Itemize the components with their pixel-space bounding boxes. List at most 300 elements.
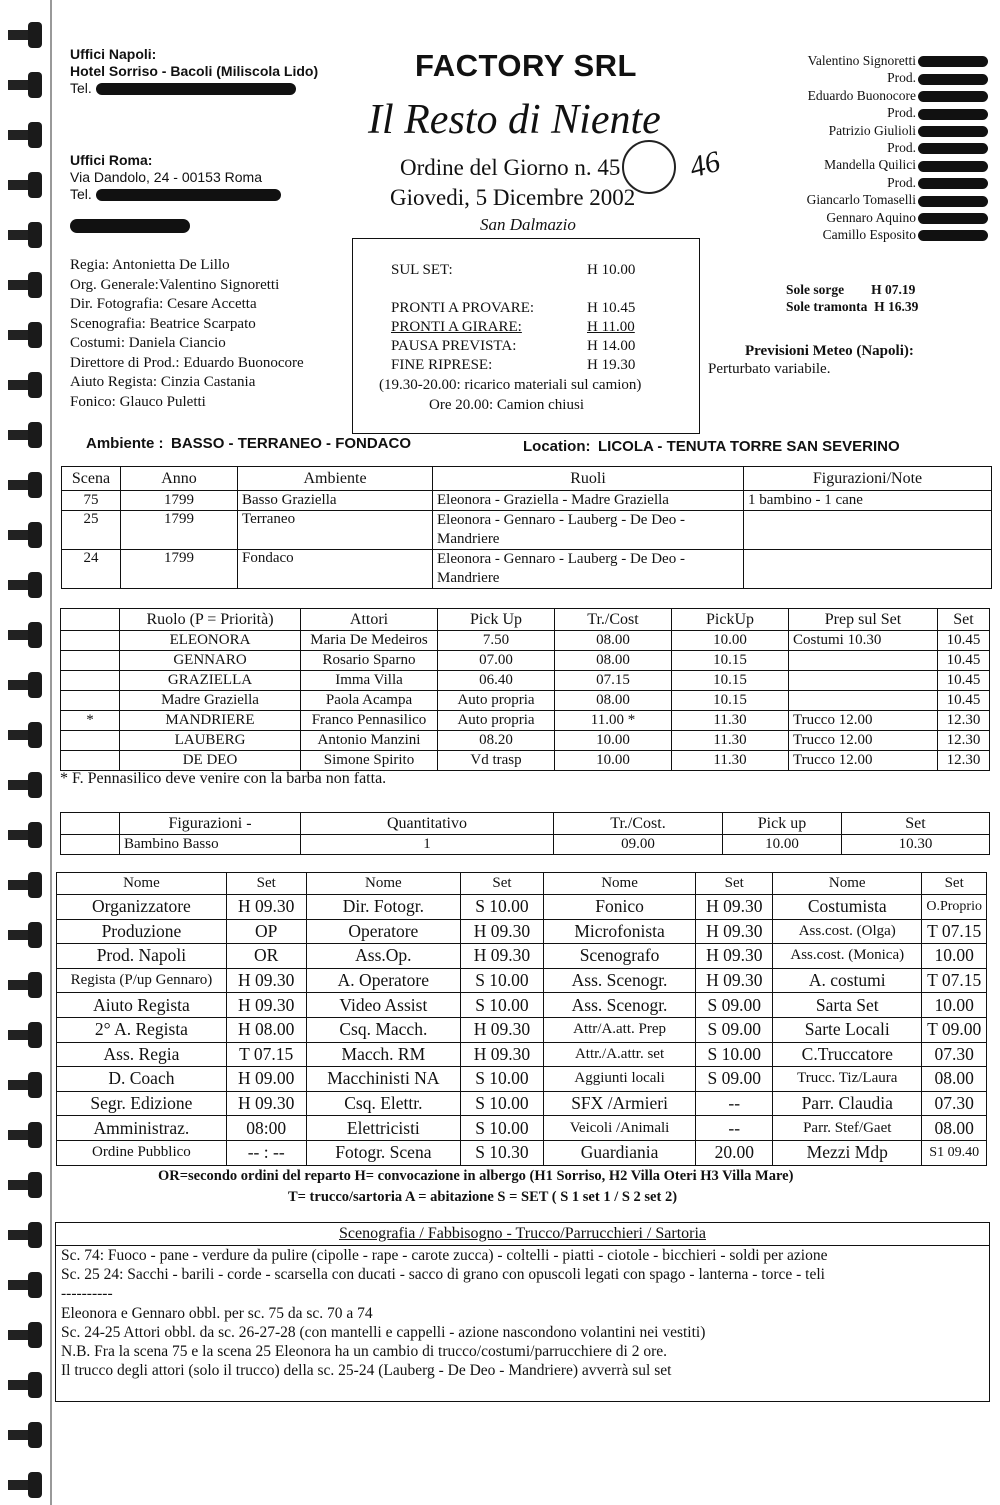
reparti-role: Ass. Regia <box>57 1042 227 1067</box>
binding-ring <box>8 430 42 440</box>
cast-actor: Simone Spirito <box>301 751 438 771</box>
location-label: Location: <box>523 438 591 455</box>
scenes-header: Scena <box>62 467 121 491</box>
handwritten-number: 46 <box>686 144 724 185</box>
order-title <box>400 155 620 181</box>
note-line: N.B. Fra la scena 75 e la scena 25 Eleonora ha un cambio di trucco/costumi/parrucchiere di 2 ore. <box>61 1343 667 1361</box>
cast-row <box>61 671 990 691</box>
scene-row <box>62 511 992 550</box>
reparti-call-time: -- <box>696 1091 773 1116</box>
binding-ring <box>8 330 42 340</box>
schedule-label: PAUSA PREVISTA: <box>391 338 517 354</box>
reparti-call-time: H 09.30 <box>696 919 773 944</box>
crew-row <box>70 295 304 315</box>
cast-trcost: 11.00 * <box>555 711 672 731</box>
cast-header <box>61 609 120 631</box>
reparti-role: Csq. Macch. <box>306 1017 461 1042</box>
reparti-call-time: S 09.00 <box>696 993 773 1018</box>
cast-role: DE DEO <box>120 751 301 771</box>
note-line: Il trucco degli attori (solo il trucco) della sc. 25-24 (Lauberg - De Deo - Mandriere) avverrà sul set <box>61 1362 672 1380</box>
crew-role: Aiuto Regista: <box>70 374 158 390</box>
redaction-bar <box>918 109 988 120</box>
scenes-header: Ambiente <box>238 467 433 491</box>
reparti-role: Attr./A.attr. set <box>543 1042 696 1067</box>
contact-row: Prod. <box>748 174 988 191</box>
figurazione-qty: 1 <box>301 835 554 855</box>
reparti-row <box>57 919 987 944</box>
cast-actor: Paola Acampa <box>301 691 438 711</box>
schedule-note-1: (19.30-20.00: ricarico materiali sul camion) <box>379 377 642 393</box>
reparti-call-time: 07.30 <box>922 1091 987 1116</box>
cast-role: Madre Graziella <box>120 691 301 711</box>
cast-prep: Trucco 12.00 <box>789 731 938 751</box>
reparti-role: Macch. RM <box>306 1042 461 1067</box>
scene-year: 1799 <box>121 491 238 511</box>
reparti-call-time: H 09.30 <box>696 944 773 969</box>
scene-ambiente: Fondaco <box>238 550 433 589</box>
cast-header: Attori <box>301 609 438 631</box>
reparti-role: Video Assist <box>306 993 461 1018</box>
redaction-bar <box>96 189 281 201</box>
reparti-role: Mezzi Mdp <box>773 1140 922 1165</box>
binding-ring <box>8 880 42 890</box>
crew-role: Fonico: <box>70 393 116 410</box>
reparti-role: Regista (P/up Gennaro) <box>57 968 227 993</box>
reparti-call-time: H 09.30 <box>226 968 306 993</box>
reparti-role: Trucc. Tiz/Laura <box>773 1067 922 1092</box>
reparti-role: Operatore <box>306 919 461 944</box>
scene-roles: Eleonora - Gennaro - Lauberg - De Deo - Mandriere <box>433 511 744 550</box>
crew-name: Cesare Accetta <box>167 296 257 312</box>
figurazioni-header: Pick up <box>723 813 842 835</box>
cast-pickup: 7.50 <box>438 631 555 651</box>
contact-row: Prod. <box>748 139 988 156</box>
notes-title-text: Scenografia / Fabbisogno - Trucco/Parrucchieri / Sartoria <box>338 1225 707 1242</box>
cast-header: PickUp <box>672 609 789 631</box>
crew-row <box>70 334 304 354</box>
film-title: Il Resto di Niente <box>368 97 661 143</box>
scene-ambiente: Terraneo <box>238 511 433 550</box>
reparti-call-time: 08:00 <box>226 1116 306 1141</box>
binding-ring <box>8 680 42 690</box>
reparti-role: Csq. Elettr. <box>306 1091 461 1116</box>
cast-role: GENNARO <box>120 651 301 671</box>
binding-ring <box>8 230 42 240</box>
cast-pickup2: 10.15 <box>672 691 789 711</box>
reparti-role: Microfonista <box>543 919 696 944</box>
reparti-call-time: S 10.00 <box>461 968 544 993</box>
schedule-time: H 10.45 <box>587 300 636 316</box>
cast-set: 12.30 <box>938 751 990 771</box>
sunset-label: Sole tramonta <box>786 299 868 314</box>
redaction-bar <box>918 213 988 224</box>
cast-pickup2: 10.15 <box>672 671 789 691</box>
figurazione-trcost: 09.00 <box>554 835 723 855</box>
tel-label-roma: Tel. <box>70 186 92 202</box>
crew-role: Org. Generale: <box>70 276 159 293</box>
crew-role: Direttore di Prod.: <box>70 354 180 371</box>
reparti-role: Fonico <box>543 895 696 920</box>
cast-header: Prep sul Set <box>789 609 938 631</box>
binding-ring <box>8 280 42 290</box>
note-line: Sc. 24-25 Attori obbl. da sc. 26-27-28 (con mantelli e cappelli - azione nascondono volantini nei vestiti) <box>61 1323 706 1341</box>
binding-ring <box>8 1380 42 1390</box>
redaction-bar <box>70 219 190 233</box>
sun-times <box>786 281 918 315</box>
cast-pickup2: 11.30 <box>672 751 789 771</box>
note-line: Sc. 74: Fuoco - pane - verdure da pulire (cipolle - rape - carote zucca) - coltelli - piatti - ciotole - bicchieri - soldi per azione <box>61 1247 828 1264</box>
contact-row: Gennaro Aquino <box>748 209 988 226</box>
cast-header: Ruolo (P = Priorità) <box>120 609 301 631</box>
reparti-role: Guardiania <box>543 1140 696 1165</box>
crew-row <box>70 393 304 413</box>
crew-name: Antonietta De Lillo <box>112 257 230 273</box>
cast-pickup2: 11.30 <box>672 731 789 751</box>
uffici-napoli-block <box>70 46 318 97</box>
contact-row: Prod. <box>748 104 988 121</box>
reparti-call-time: S 10.00 <box>696 1042 773 1067</box>
contact-row: Giancarlo Tomaselli <box>748 191 988 208</box>
reparti-header: Nome <box>306 873 461 895</box>
reparti-header: Nome <box>57 873 227 895</box>
cast-role: MANDRIERE <box>120 711 301 731</box>
cast-prep: Trucco 12.00 <box>789 751 938 771</box>
reparti-role: Ass.cost. (Olga) <box>773 919 922 944</box>
crew-row <box>70 256 304 276</box>
reparti-call-time: 10.00 <box>922 993 987 1018</box>
redaction-bar <box>918 56 988 67</box>
binding-ring <box>8 830 42 840</box>
binding-ring <box>8 1230 42 1240</box>
cast-priority <box>61 671 120 691</box>
crew-name: Cinzia Castania <box>160 374 256 390</box>
schedule-label: PRONTI A GIRARE: <box>391 319 522 335</box>
reparti-call-time: S 10.30 <box>461 1140 544 1165</box>
cast-priority: * <box>61 711 120 731</box>
binding-ring <box>8 1280 42 1290</box>
cast-prep: Trucco 12.00 <box>789 711 938 731</box>
reparti-role: Fotogr. Scena <box>306 1140 461 1165</box>
schedule-spacer <box>391 280 587 299</box>
reparti-role: A. Operatore <box>306 968 461 993</box>
reparti-role: Ass.cost. (Monica) <box>773 944 922 969</box>
reparti-call-time: OP <box>226 919 306 944</box>
reparti-role: Sarta Set <box>773 993 922 1018</box>
reparti-table <box>56 872 987 1166</box>
reparti-row <box>57 993 987 1018</box>
binding-ring <box>8 30 42 40</box>
cast-role: ELEONORA <box>120 631 301 651</box>
reparti-call-time: S 09.00 <box>696 1067 773 1092</box>
reparti-row <box>57 1067 987 1092</box>
reparti-call-time: 07.30 <box>922 1042 987 1067</box>
schedule-table <box>391 261 635 375</box>
cast-pickup2: 10.00 <box>672 631 789 651</box>
reparti-role: Produzione <box>57 919 227 944</box>
reparti-row <box>57 1116 987 1141</box>
figurazione-name: Bambino Basso <box>120 835 301 855</box>
ambiente-line <box>86 435 411 453</box>
cast-row <box>61 631 990 651</box>
reparti-row <box>57 1091 987 1116</box>
scene-row <box>62 550 992 589</box>
cast-pickup: 06.40 <box>438 671 555 691</box>
scenes-header: Ruoli <box>433 467 744 491</box>
reparti-role: Attr/A.att. Prep <box>543 1017 696 1042</box>
binding-ring <box>8 1480 42 1490</box>
cast-pickup: 07.00 <box>438 651 555 671</box>
cast-actor: Imma Villa <box>301 671 438 691</box>
redaction-bar <box>918 230 988 241</box>
cast-row <box>61 651 990 671</box>
saint-of-day: San Dalmazio <box>480 215 576 234</box>
schedule-time: H 19.30 <box>587 357 636 373</box>
reparti-call-time: -- <box>696 1116 773 1141</box>
cast-pickup: 08.20 <box>438 731 555 751</box>
reparti-header: Set <box>461 873 544 895</box>
crew-role: Costumi: <box>70 335 126 351</box>
schedule-box <box>352 238 700 434</box>
scenes-table <box>61 466 992 589</box>
cast-pickup: Vd trasp <box>438 751 555 771</box>
cast-actor: Antonio Manzini <box>301 731 438 751</box>
binding-ring <box>8 480 42 490</box>
redaction-bar <box>918 196 988 207</box>
page-edge <box>50 0 52 1505</box>
company-name: FACTORY SRL <box>415 48 637 83</box>
reparti-call-time: T 07.15 <box>226 1042 306 1067</box>
schedule-note-2: Ore 20.00: Camion chiusi <box>429 397 584 413</box>
cast-priority <box>61 651 120 671</box>
reparti-legend-2: T= trucco/sartoria A = abitazione S = SET ( S 1 set 1 / S 2 set 2) <box>288 1189 678 1205</box>
reparti-call-time: H 09.30 <box>226 1091 306 1116</box>
reparti-role: Organizzatore <box>57 895 227 920</box>
reparti-role: Ordine Pubblico <box>57 1140 227 1165</box>
sunrise-time: H 07.19 <box>871 282 916 297</box>
reparti-role: Elettricisti <box>306 1116 461 1141</box>
reparti-row <box>57 1140 987 1165</box>
crew-name: Daniela Ciancio <box>128 335 226 351</box>
contact-row: Mandella Quilici <box>748 156 988 173</box>
reparti-role: Segr. Edizione <box>57 1091 227 1116</box>
scenes-header: Figurazioni/Note <box>744 467 992 491</box>
reparti-call-time: T 07.15 <box>922 919 987 944</box>
reparti-role: Parr. Claudia <box>773 1091 922 1116</box>
crew-row <box>70 354 304 374</box>
redaction-bar <box>918 91 988 102</box>
contact-row: Valentino Signoretti <box>748 52 988 69</box>
cast-role: LAUBERG <box>120 731 301 751</box>
binding-ring <box>8 1030 42 1040</box>
reparti-header: Set <box>696 873 773 895</box>
reparti-role: Amministraz. <box>57 1116 227 1141</box>
cast-actor: Franco Pennasilico <box>301 711 438 731</box>
note-line: Sc. 25 24: Sacchi - barili - corde - scarsella con ducati - sacco di grano con opuscoli legati con spago - lanterna - torce - teli <box>61 1266 825 1284</box>
reparti-role: Ass. Scenogr. <box>543 993 696 1018</box>
scene-number: 25 <box>62 511 121 550</box>
contact-row: Patrizio Giulioli <box>748 122 988 139</box>
redaction-bar <box>918 143 988 154</box>
hotel-address: Hotel Sorriso - Bacoli (Miliscola Lido) <box>70 63 319 79</box>
reparti-row <box>57 1042 987 1067</box>
order-number-text: Ordine del Giorno n. 45 <box>400 155 621 180</box>
crew-name: Beatrice Scarpato <box>149 315 256 332</box>
scene-ambiente: Basso Graziella <box>238 491 433 511</box>
reparti-call-time: H 09.30 <box>696 968 773 993</box>
reparti-call-time: S 10.00 <box>461 895 544 920</box>
redaction-bar <box>918 161 988 172</box>
binding-ring <box>8 1430 42 1440</box>
reparti-header: Set <box>226 873 306 895</box>
schedule-time: H 11.00 <box>587 319 635 335</box>
reparti-role: Veicoli /Animali <box>543 1116 696 1141</box>
reparti-call-time: -- : -- <box>226 1140 306 1165</box>
crew-role: Scenografia: <box>70 315 146 332</box>
notes-title <box>56 1223 989 1246</box>
figurazione-set: 10.30 <box>842 835 990 855</box>
binding-ring <box>8 630 42 640</box>
uffici-napoli-label: Uffici Napoli: <box>70 46 157 62</box>
reparti-role: SFX /Armieri <box>543 1091 696 1116</box>
cast-set: 10.45 <box>938 651 990 671</box>
figurazioni-header: Figurazioni - <box>120 813 301 835</box>
cast-trcost: 08.00 <box>555 651 672 671</box>
reparti-header: Nome <box>773 873 922 895</box>
cast-header: Tr./Cost <box>555 609 672 631</box>
cast-pickup: Auto propria <box>438 711 555 731</box>
figurazione-pickup: 10.00 <box>723 835 842 855</box>
sunset-time: H 16.39 <box>874 299 919 314</box>
cast-trcost: 07.15 <box>555 671 672 691</box>
reparti-role: Aiuto Regista <box>57 993 227 1018</box>
scene-notes <box>744 550 992 589</box>
cast-pickup2: 11.30 <box>672 711 789 731</box>
notes-box <box>55 1222 990 1402</box>
reparti-role: Parr. Stef/Gaet <box>773 1116 922 1141</box>
redaction-bar <box>918 178 988 189</box>
cast-row <box>61 731 990 751</box>
figurazioni-table <box>60 812 990 855</box>
meteo-title: Previsioni Meteo (Napoli): <box>745 343 914 359</box>
crew-name: Glauco Puletti <box>119 393 206 410</box>
reparti-role: Scenografo <box>543 944 696 969</box>
cast-prep <box>789 691 938 711</box>
cast-actor: Rosario Sparno <box>301 651 438 671</box>
production-contacts <box>748 52 988 243</box>
roma-address: Via Dandolo, 24 - 00153 Roma <box>70 169 262 185</box>
reparti-call-time: H 09.30 <box>461 919 544 944</box>
binding-ring <box>8 380 42 390</box>
scene-roles: Eleonora - Graziella - Madre Graziella <box>433 491 744 511</box>
binding-ring <box>8 1330 42 1340</box>
reparti-call-time: S 10.00 <box>461 1091 544 1116</box>
binding-ring <box>8 780 42 790</box>
contact-row: Camillo Esposito <box>748 226 988 243</box>
cast-pickup: Auto propria <box>438 691 555 711</box>
binding-ring <box>8 130 42 140</box>
crew-row <box>70 276 304 296</box>
uffici-roma-block <box>70 152 281 234</box>
scenes-header: Anno <box>121 467 238 491</box>
location-line <box>523 438 900 456</box>
redaction-bar <box>918 74 988 85</box>
reparti-row <box>57 944 987 969</box>
cast-pickup2: 10.15 <box>672 651 789 671</box>
binding-ring <box>8 580 42 590</box>
meteo-text: Perturbato variabile. <box>708 361 831 377</box>
cast-trcost: 10.00 <box>555 751 672 771</box>
reparti-role: Ass. Scenogr. <box>543 968 696 993</box>
reparti-call-time: 08.00 <box>922 1116 987 1141</box>
cast-set: 12.30 <box>938 731 990 751</box>
redaction-bar <box>918 126 988 137</box>
reparti-role: Sarte Locali <box>773 1017 922 1042</box>
crew-row <box>70 373 304 393</box>
reparti-role: 2° A. Regista <box>57 1017 227 1042</box>
schedule-time: H 14.00 <box>587 338 636 354</box>
crew-name: Valentino Signoretti <box>158 276 280 293</box>
reparti-call-time: S 10.00 <box>461 1116 544 1141</box>
reparti-row <box>57 895 987 920</box>
reparti-call-time: 08.00 <box>922 1067 987 1092</box>
location-value: LICOLA - TENUTA TORRE SAN SEVERINO <box>598 438 900 455</box>
binding-ring <box>8 1130 42 1140</box>
figurazioni-header-blank <box>61 813 120 835</box>
cast-priority <box>61 751 120 771</box>
cast-prep: Costumi 10.30 <box>789 631 938 651</box>
reparti-call-time: 20.00 <box>696 1140 773 1165</box>
reparti-role: C.Truccatore <box>773 1042 922 1067</box>
binding-ring <box>8 980 42 990</box>
reparti-call-time: S 09.00 <box>696 1017 773 1042</box>
reparti-call-time: S 10.00 <box>461 1067 544 1092</box>
cast-prep <box>789 651 938 671</box>
reparti-role: Dir. Fotogr. <box>306 895 461 920</box>
figurazioni-header: Set <box>842 813 990 835</box>
reparti-call-time: H 09.30 <box>461 1042 544 1067</box>
scene-notes: 1 bambino - 1 cane <box>744 491 992 511</box>
cast-header: Pick Up <box>438 609 555 631</box>
crew-row <box>70 315 304 335</box>
scene-year: 1799 <box>121 550 238 589</box>
binding-ring <box>8 1180 42 1190</box>
reparti-call-time: H 08.00 <box>226 1017 306 1042</box>
cast-trcost: 10.00 <box>555 731 672 751</box>
reparti-call-time: T 09.00 <box>922 1017 987 1042</box>
schedule-label: FINE RIPRESE: <box>391 357 493 373</box>
ambiente-value: BASSO - TERRANEO - FONDACO <box>171 435 412 452</box>
reparti-call-time: T 07.15 <box>922 968 987 993</box>
reparti-header: Nome <box>543 873 696 895</box>
figurazioni-row <box>61 835 990 855</box>
reparti-call-time: 10.00 <box>922 944 987 969</box>
reparti-row <box>57 1017 987 1042</box>
order-date: Giovedi, 5 Dicembre 2002 <box>390 185 636 210</box>
cast-set: 10.45 <box>938 631 990 651</box>
figurazioni-header: Tr./Cost. <box>554 813 723 835</box>
reparti-call-time: H 09.30 <box>226 993 306 1018</box>
reparti-call-time: H 09.30 <box>461 944 544 969</box>
reparti-call-time: O.Proprio <box>922 895 987 920</box>
ambiente-label: Ambiente : <box>86 435 164 452</box>
cast-header: Set <box>938 609 990 631</box>
reparti-call-time: H 09.00 <box>226 1067 306 1092</box>
reparti-call-time: S1 09.40 <box>922 1140 987 1165</box>
binding-ring <box>8 930 42 940</box>
binding-ring <box>8 530 42 540</box>
reparti-role: Macchinisti NA <box>306 1067 461 1092</box>
cast-table <box>60 608 990 771</box>
